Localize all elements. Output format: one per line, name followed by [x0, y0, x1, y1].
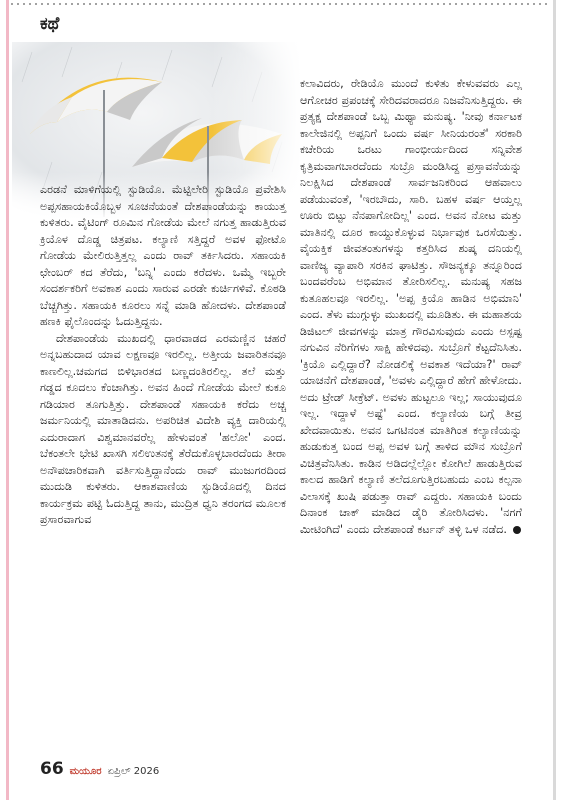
page-number: 66 — [40, 759, 64, 779]
paragraph: ಎರಡನೆ ಮಾಳಿಗೆಯಲ್ಲಿ ಸ್ಟುಡಿಯೊ. ಮೆಟ್ಟಿಲೇರಿ ಸ್ಟುಡಿಯೊ ಪ್ರವೇಶಿಸಿ ಅಪ್ಪಸಹಾಯಕಿಯೊಬ್ಬಳ ಸೂಚನೆಯಂತೆ ದೇಶಪಾಂಡೆಯನ್ನು ಕಾಯುತ್ತ ಕುಳಿತರು. ವೈಟಿಂಗ್ ರೂಮಿನ ಗೋಡೆಯ ಮೇಲೆ ನಗುತ್ತ ಹಾಡುತ್ತಿರುವ ಕ್ರಿಯೊಳ ದೊಡ್ಡ ಚಿತ್ರಪಟ. ಕಲ್ಯಾಣಿ ಸತ್ತಿದ್ದರೆ ಅವಳ ಫೋಟೊ ಗೋಡೆಯ ಮೇಲಿರುತ್ತಿತ್ತಲ್ಲ ಎಂದು ರಾವ್ ತರ್ಕಿಸಿದರು. ಸಹಾಯಕಿ ಛೇಂಬರ್ ಕದ ತೆರೆದು, 'ಬನ್ನಿ' ಎಂದು ಕರೆದಳು. ಒಮ್ಮೆ ಇಬ್ಬರೇ ಸಂದರ್ಶಕರಿಗೆ ಅವಕಾಶ ಎಂದು ಸಾರುವ ಎರಡೇ ಕುರ್ಚಿಗಳಿವೆ. ಕೊಠಡಿ ಬೆಚ್ಚಗಿತ್ತು. ಸಹಾಯಕಿ ಕೂರಲು ಸನ್ನೆ ಮಾಡಿ ಹೋದಳು. ದೇಶಪಾಂಡೆ ಹಣಕಿ ಫೈಲೊಂದನ್ನು ಓದುತ್ತಿದ್ದನು. — [40, 183, 286, 328]
page-footer — [40, 759, 159, 779]
text-column-left — [40, 182, 286, 529]
magazine-name: ಮಯೂರ — [69, 766, 102, 777]
section-label: ಕಥೆ — [40, 14, 60, 34]
issue-date: ಏಪ್ರಿಲ್ 2026 — [107, 766, 160, 777]
paragraph-text: ಕಲಾವಿದರು, ರೇಡಿಯೊ ಮುಂದೆ ಕುಳಿತು ಕೇಳುವವರು ಎಲ್ಲ ಆಗೋಚರ ಪ್ರಪಂಚಕ್ಕೆ ಸೇರಿದವರಾದರೂ ನಿಜವೆನಿಸುತ್ತಿದ್ದರು. ಈ ಪ್ರತ್ಯಕ್ಷ ದೇಶಪಾಂಡೆ ಒಬ್ಬ ಮಿಥ್ಯಾ ಮನುಷ್ಯ. 'ನೀವು ಕರ್ನಾಟಕ ಕಾಲೇಜಿನಲ್ಲಿ ಅಪ್ಪನಿಗೆ ಒಂದು ವರ್ಷ ಸೀನಿಯರಂತೆ' ಸರಕಾರಿ ಕಚೇರಿಯ ಒರಟು ಗಾಂಭೀರ್ಯದಿಂದ ಸನ್ನಿವೇಶ ಕೃತ್ರಿಮವಾಗಬಾರದೆಂದು ಸುಬ್ರೊ ಮಂಡಿಸಿದ್ದ ಪ್ರಸ್ತಾವನೆಯನ್ನು ನಿಲಕ್ಷಿಸಿದ ದೇಶಪಾಂಡೆ ಸಾರ್ವಜನಿಕರಿಂದ ಆಹವಾಲು ಪಡೆಯುವಂತೆ, 'ಇರಬೌದು, ಸಾರಿ. ಬಹಳ ವರ್ಷ ಆಯ್ತಲ್ಲ ಊರು ಬಿಟ್ಟು ನೆನಪಾಗೋದಿಲ್ಲ' ಎಂದ. ಅವನ ನೋಟ ಮತ್ತು ಮಾತಿನಲ್ಲಿ ದೂರ ಕಾಯ್ದುಕೊಳ್ಳುವ ನಿರ್ಭಾವುಕ ಒರಸೆಯಿತ್ತು. ವೈಯಕ್ತಿಕ ಜೀವತಂತುಗಳನ್ನು ಕತ್ತರಿಸಿದ ಶುಷ್ಕ ದನಿಯಲ್ಲಿ ವಾಣಿಜ್ಯ ವ್ಯಾಪಾರಿ ಸರಕಿನ ಘಾಟಿತ್ತು. ಸೌಜನ್ಯಕ್ಕೂ ತನ್ನೂರಿಂದ ಬಂದವರೆಂಬ ಅಭಿಮಾನ ತೋರಿಸಲಿಲ್ಲ. ಮನುಷ್ಯ ಸಹಜ ಕುತೂಹಲವೂ ಇರಲಿಲ್ಲ. 'ಅಪ್ಪ ಕ್ರಿಯೊ ಹಾಡಿನ ಅಭಿಮಾನಿ' ಎಂದ. ತೆಳು ಮುಗ್ಗುಳ್ಳು ಮುಖದಲ್ಲಿ ಮೂಡಿತು. ಈ ಮಹಾಶಯ ಡಿಜಿಟಲ್ ಜೀವಗಳನ್ನು ಮಾತ್ರ ಗೌರವಿಸುವುದು ಎಂದು ಅಸ್ಪಷ್ಟ ನಗುವಿನ ನೆರಿಗೆಗಳು ಸಾಕ್ಷಿ ಹೇಳಿದವು. ಸುಬ್ರೊಗೆ ಕೆಟ್ಟದೆನಿಸಿತು. 'ಕ್ರಿಯೊ ಎಲ್ಲಿದ್ದಾರೆ? ನೋಡಲಿಕ್ಕೆ ಅವಕಾಶ ಇದೆಯಾ?' ರಾವ್ ಯಾಚನೆಗೆ ದೇಶಪಾಂಡೆ, 'ಅವಳು ಎಲ್ಲಿದ್ದಾರೆ ಹೇಗೆ ಹೇಳೋದು. ಅದು ಟ್ರೇಡ್ ಸೀಕ್ರೆಟ್. ಅವಳು ಹುಟ್ಟಲೂ ಇಲ್ಲ; ಸಾಯುವುದೂ ಇಲ್ಲ. ಇದ್ದಾಳೆ ಅಷ್ಟೆ' ಎಂದ. ಕಲ್ಯಾಣಿಯ ಬಗ್ಗೆ ತೀವ್ರ ಖೇದವಾಯಿತು. ಅವನ ಒಗಟಿನಂತ ಮಾತಿಗಿಂತ ಕಲ್ಯಾಣಿಯನ್ನು ಹುಡುಕುತ್ತ ಬಂದ ಅಪ್ಪ ಅವಳ ಬಗ್ಗೆ ತಾಳಿದ ಮೌನ ಸುಬ್ರೊಗೆ ವಿಚಿತ್ರವೆನಿಸಿತು. ಕಾಡಿನ ಅಡಿದಲ್ಲೆಲ್ಲೋ ಕೋಗಿಲೆ ಹಾಡುತ್ತಿರುವ ಕಾಲದ ಹಾಡಿಗೆ ಕಲ್ಯಾಣಿ ತಲೆದೂಗುತ್ತಿರಬಹುದು ಎಂಬ ಕಲ್ಪನಾ ವಿಲಾಸಕ್ಕೆ ಖುಷಿ ಪಡುತ್ತಾ ರಾವ್ ಎದ್ದರು. ಸಹಾಯಕಿ ಬಂದು ದಿನಾಂಕ ಚಾಕ್ ಮಾಡಿದ ಡೈರಿ ತೋರಿಸಿದಳು. 'ನಗಗೆ ಮೀಟಿಂಗಿದೆ' ಎಂದು ದೇಶಪಾಂಡೆ ಕರ್ಟನ್ ತಳ್ಳಿ ಒಳ ನಡೆದ. — [300, 77, 522, 536]
top-dot-border — [9, 2, 549, 6]
text-column-right — [300, 76, 522, 538]
left-edge-bar — [6, 0, 9, 800]
paragraph: ದೇಶಪಾಂಡೆಯ ಮುಖದಲ್ಲಿ ಧಾರವಾಡದ ಎರಮಣ್ಣಿನ ಚಹರೆ ಅನ್ನಬಹುದಾದ ಯಾವ ಲಕ್ಷಣವೂ ಇರಲಿಲ್ಲ. ಅತ್ತೀಯ ಜವಾರಿತನವೂ ಕಾಣಲಿಲ್ಲ.ಚಮಗದ ಬಿಳಿಭಾರತದ ಬಣ್ಣದಂತಿರಲಿಲ್ಲ. ತಲೆ ಮತ್ತು ಗಡ್ಡದ ಕೂದಲು ಕೆಂಚಾಗಿತ್ತು. ಅವನ ಹಿಂದೆ ಗೋಡೆಯ ಮೇಲೆ ಕುಕೂ ಗಡಿಯಾರ ತೂಗುತ್ತಿತ್ತು. ದೇಶಪಾಂಡೆ ಸಹಾಯಕಿ ಕರೆದು ಅಚ್ಚ ಜರ್ಮನಿಯಲ್ಲಿ ಮಾತಾಡಿದನು. ಅಪರಿಚಿತ ವಿದೇಶಿ ವ್ಯಕ್ತಿ ದಾರಿಯಲ್ಲಿ ಎದುರಾದಾಗ ವಿಶ್ವಮಾನವರೆಲ್ಲ ಹೇಳುವಂತೆ 'ಹಲೋ' ಎಂದ. ಬೆಕಂತಲೇ ಭೇಟಿ ಖಾಸಗಿ ಸಲಿಉತನಕ್ಕೆ ತೆರೆದುಕೊಳ್ಳಬಾರದೆಂದು ತೀರಾ ಅನೌಪಚಾರಿಕವಾಗಿ ವರ್ತಿಸುತ್ತಿದ್ದಾನೆಂದು ರಾವ್ ಮುಜುಗರದಿಂದ ಮುದುಡಿ ಕುಳಿತರು. ಆಕಾಶವಾಣಿಯ ಸ್ಟುಡಿಯೊದಲ್ಲಿ ದಿನದ ಕಾರ್ಯಕ್ರಮ ಪಟ್ಟಿ ಓದುತ್ತಿದ್ದ ತಾನು, ಮುದ್ರಿತ ಧ್ವನಿ ತರಂಗದ ಮೂಲಕ ಪ್ರಸಾರವಾಗುವ — [40, 331, 286, 526]
end-mark-icon — [513, 526, 521, 534]
right-edge-bar — [553, 0, 556, 800]
paragraph — [300, 76, 522, 538]
